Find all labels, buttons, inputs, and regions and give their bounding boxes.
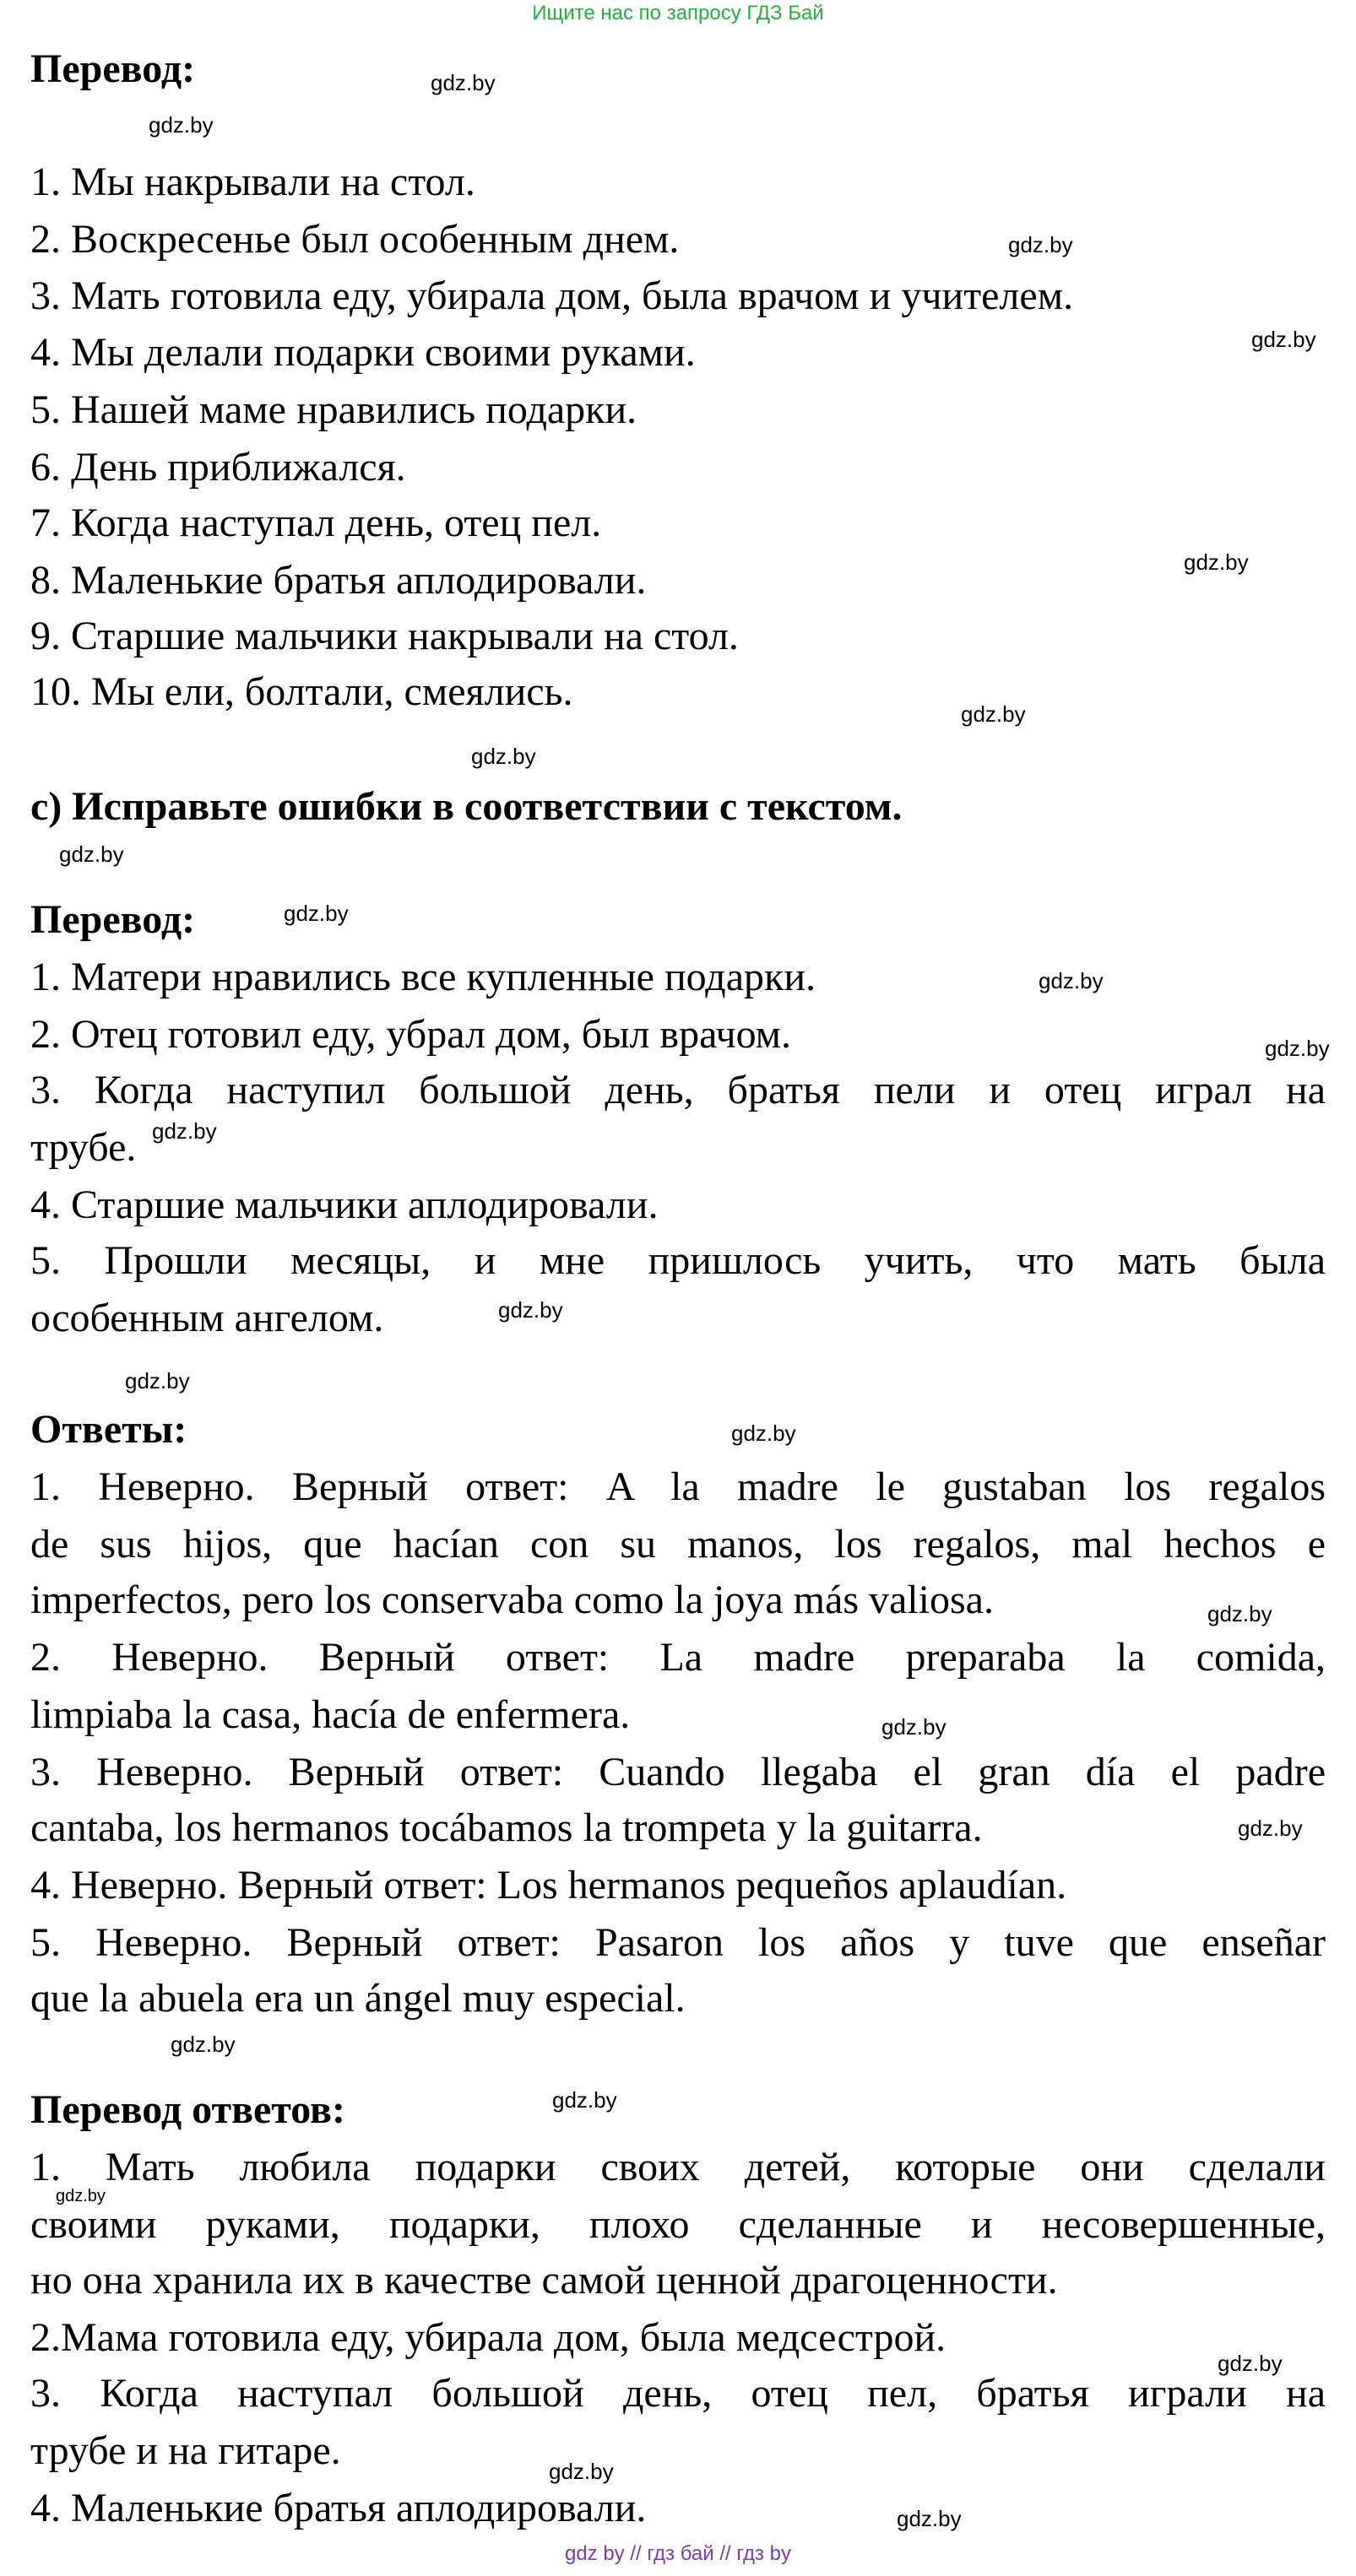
watermark: gdz.by [284, 901, 349, 926]
text-line: 6. День приближался. [30, 445, 406, 490]
section-heading-answer-translation: Перевод ответов: [30, 2087, 345, 2132]
watermark: gdz.by [881, 1714, 946, 1740]
watermark: gdz.by [1238, 1816, 1303, 1841]
text-line: 2.Мама готовила еду, убирала дом, была медсестрой. [30, 2315, 946, 2360]
top-banner[interactable]: Ищите нас по запросу ГДЗ Бай [532, 2, 824, 24]
watermark: gdz.by [59, 842, 124, 867]
watermark: gdz.by [1039, 968, 1104, 993]
text-line: трубе и на гитаре. [30, 2428, 341, 2473]
watermark: gdz.by [1207, 1601, 1272, 1626]
text-line: 3. Когда наступал большой день, отец пел, братья играли на [30, 2371, 1326, 2416]
text-line: 2. Воскресенье был особенным днем. [30, 217, 680, 262]
text-line: трубе. [30, 1125, 137, 1170]
section-heading-answers: Ответы: [30, 1407, 187, 1452]
text-line: 1. Неверно. Верный ответ: A la madre le gustaban los regalos [30, 1464, 1326, 1509]
watermark: gdz.by [149, 112, 214, 138]
watermark: gdz.by [1184, 549, 1249, 575]
exercise-title: c) Исправьте ошибки в соответствии с текстом. [30, 784, 903, 829]
text-line: 9. Старшие мальчики накрывали на стол. [30, 614, 739, 658]
footer-links[interactable]: gdz by // гдз бай // гдз by [564, 2542, 792, 2565]
text-line: limpiaba la casa, hacía de enfermera. [30, 1692, 631, 1737]
text-line: 1. Мы накрывали на стол. [30, 160, 475, 204]
text-line: 3. Неверно. Верный ответ: Cuando llegaba el gran día el padre [30, 1750, 1326, 1794]
text-line: 5. Неверно. Верный ответ: Pasaron los años y tuve que enseñar [30, 1920, 1326, 1965]
text-line: que la abuela era un ángel muy especial. [30, 1976, 686, 2021]
watermark: gdz.by [1008, 232, 1073, 257]
text-line: 7. Когда наступал день, отец пел. [30, 501, 602, 545]
text-line: своими руками, подарки, плохо сделанные и несовершенные, [30, 2202, 1326, 2247]
text-line: 1. Матери нравились все купленные подарки. [30, 955, 816, 999]
watermark: gdz.by [56, 2187, 106, 2205]
watermark: gdz.by [125, 1368, 190, 1394]
text-line: 10. Мы ели, болтали, смеялись. [30, 669, 573, 714]
watermark: gdz.by [897, 2506, 962, 2531]
text-line: особенным ангелом. [30, 1296, 384, 1340]
watermark: gdz.by [471, 744, 536, 769]
text-line: 1. Мать любила подарки своих детей, которые они сделали [30, 2145, 1326, 2189]
text-line: imperfectos, pero los conservaba como la joya más valiosa. [30, 1578, 994, 1622]
watermark: gdz.by [549, 2459, 614, 2484]
text-line: но она хранила их в качестве самой ценной драгоценности. [30, 2258, 1058, 2303]
section-heading-translation: Перевод: [30, 897, 196, 942]
text-line: cantaba, los hermanos tocábamos la trompeta y la guitarra. [30, 1805, 983, 1850]
text-line: 4. Старшие мальчики аплодировали. [30, 1182, 659, 1227]
text-line: 2. Неверно. Верный ответ: La madre preparaba la comida, [30, 1635, 1326, 1680]
section-heading-translation: Перевод: [30, 46, 196, 91]
text-line: 3. Мать готовила еду, убирала дом, была врачом и учителем. [30, 273, 1074, 318]
watermark: gdz.by [1251, 327, 1316, 352]
text-line: 8. Маленькие братья аплодировали. [30, 558, 647, 603]
watermark: gdz.by [1265, 1036, 1330, 1061]
text-line: 3. Когда наступил большой день, братья пели и отец играл на [30, 1068, 1326, 1112]
watermark: gdz.by [498, 1297, 563, 1323]
text-line: 2. Отец готовил еду, убрал дом, был врачом. [30, 1012, 792, 1057]
watermark: gdz.by [552, 2087, 617, 2113]
watermark: gdz.by [431, 70, 496, 95]
text-line: 4. Мы делали подарки своими руками. [30, 330, 696, 375]
text-line: 4. Неверно. Верный ответ: Los hermanos pequeños aplaudían. [30, 1863, 1067, 1908]
text-line: 4. Маленькие братья аплодировали. [30, 2486, 647, 2530]
watermark: gdz.by [961, 701, 1026, 727]
text-line: 5. Нашей маме нравились подарки. [30, 387, 637, 432]
watermark: gdz.by [731, 1421, 796, 1446]
watermark: gdz.by [1218, 2351, 1283, 2376]
text-line: 5. Прошли месяцы, и мне пришлось учить, что мать была [30, 1238, 1326, 1283]
text-line: de sus hijos, que hacían con su manos, los regalos, mal hechos e [30, 1522, 1326, 1567]
watermark: gdz.by [171, 2032, 236, 2057]
watermark: gdz.by [152, 1118, 217, 1144]
